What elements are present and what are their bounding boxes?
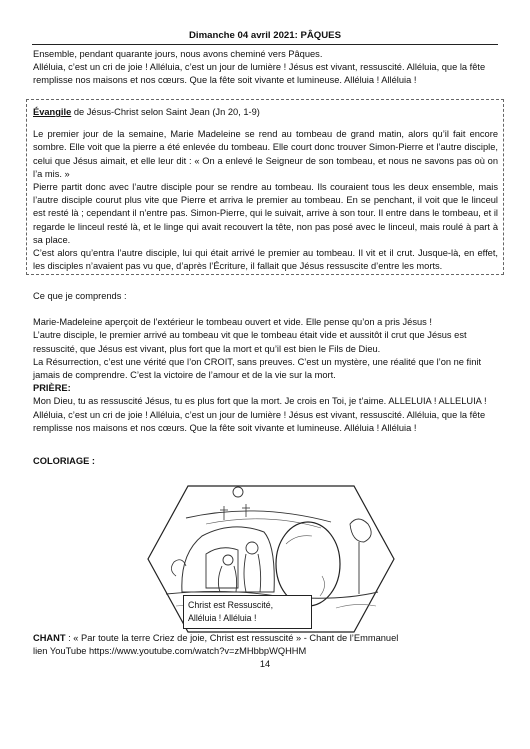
- gospel-heading-ref: de Jésus-Christ selon Saint Jean (Jn 20, 1-9): [71, 107, 260, 117]
- gospel-paragraph: Pierre partit donc avec l’autre disciple pour se rendre au tombeau. Ils couraient tous les deux ensemble, mais l’autre disciple courut plus vite que Pierre et arriva le premier au tombeau. En se penchant, il voit que le linceul est resté là ; cependant il n’entre pas. Simon-Pierre, qui le suivait, arrive à son tour. Il entre dans le tombeau, et il regarde le linceul resté là, et le linge qui avait recouvert la tête, non pas posé avec le linceul, mais roulé à part à sa place.: [33, 182, 498, 245]
- coloring-caption: [183, 595, 312, 629]
- gospel-heading-bold: Évangile: [33, 107, 72, 117]
- youtube-link[interactable]: lien YouTube https://www.youtube.com/watch?v=zMHbbpWQHHM: [33, 646, 307, 657]
- comprehension-line: La Résurrection, c’est une vérité que l’on CROIT, sans preuves. C’est un mystère, une réalité que l’on ne finit jamais de comprendre. C’est la victoire de l’amour et de la vie sur la mort.: [33, 356, 482, 381]
- intro-line: Ensemble, pendant quarante jours, nous avons cheminé vers Pâques.: [33, 49, 323, 59]
- title-divider: [32, 44, 498, 45]
- page-title: Dimanche 04 avril 2021: PÂQUES: [189, 30, 341, 41]
- alleluia-text: Alléluia, c’est un cri de joie ! Alléluia, c’est un jour de lumière ! Jésus est vivant, ressuscité. Alléluia, que la fête remplisse nos maisons et nos cœurs. Que la fête soit vivante et lumineuse. Alléluia ! Alléluia !: [33, 409, 486, 433]
- comprehension-title: Ce que je comprends :: [33, 291, 127, 301]
- coloriage-label: COLORIAGE :: [33, 456, 95, 466]
- page-number: 14: [259, 659, 271, 669]
- gospel-heading: [33, 106, 498, 119]
- chant-section: [33, 632, 503, 658]
- gospel-box: [26, 99, 504, 275]
- chant-text: : « Par toute la terre Criez de joie, Christ est ressuscité » - Chant de l’Emmanuel: [65, 633, 399, 643]
- intro-alleluia: Alléluia, c’est un cri de joie ! Alléluia, c’est un jour de lumière ! Jésus est vivant, ressuscité. Alléluia, que la fête remplisse nos maisons et nos cœurs. Que la fête soit vivante et lumineuse. Alléluia ! Alléluia !: [33, 62, 486, 86]
- gospel-paragraph: Le premier jour de la semaine, Marie Madeleine se rend au tombeau de grand matin, alors qu’il fait encore sombre. Elle voit que la pierre a été enlevée du tombeau. Elle court donc trouver Simon-Pierre et l’autre disciple, celui que Jésus aimait, et elle leur dit : « On a enlevé le Seigneur de son tombeau, et nous ne savons pas où on l’a mis. »: [33, 129, 498, 179]
- caption-line: Alléluia ! Alléluia !: [188, 613, 257, 623]
- comprehension-line: Marie-Madeleine aperçoit de l’extérieur le tombeau ouvert et vide. Elle pense qu’on a pris Jésus !: [33, 317, 432, 328]
- intro-section: [33, 48, 498, 88]
- comprehension-line: L’autre disciple, le premier arrivé au tombeau vit que le tombeau était vide et aussitôt il crut que Jésus est ressuscité, que Jésus est vivant, plus fort que la mort et qu’il est bien le Fils de Dieu.: [33, 330, 467, 354]
- caption-line: Christ est Ressuscité,: [188, 600, 274, 610]
- comprehension-section: [33, 290, 498, 435]
- chant-label: CHANT: [33, 633, 66, 643]
- priere-text: Mon Dieu, tu as ressuscité Jésus, tu es plus fort que la mort. Je crois en Toi, je t’aime. ALLELUIA ! ALLELUIA !: [33, 396, 487, 407]
- gospel-paragraph: C’est alors qu’entra l’autre disciple, lui qui était arrivé le premier au tombeau. Il vit et il crut. Jusque-là, en effet, les disciples n’avaient pas vu que, d’après l’Écriture, il fallait que Jésus ressuscite d’entre les morts.: [33, 248, 498, 272]
- priere-label: PRIÈRE:: [33, 383, 71, 394]
